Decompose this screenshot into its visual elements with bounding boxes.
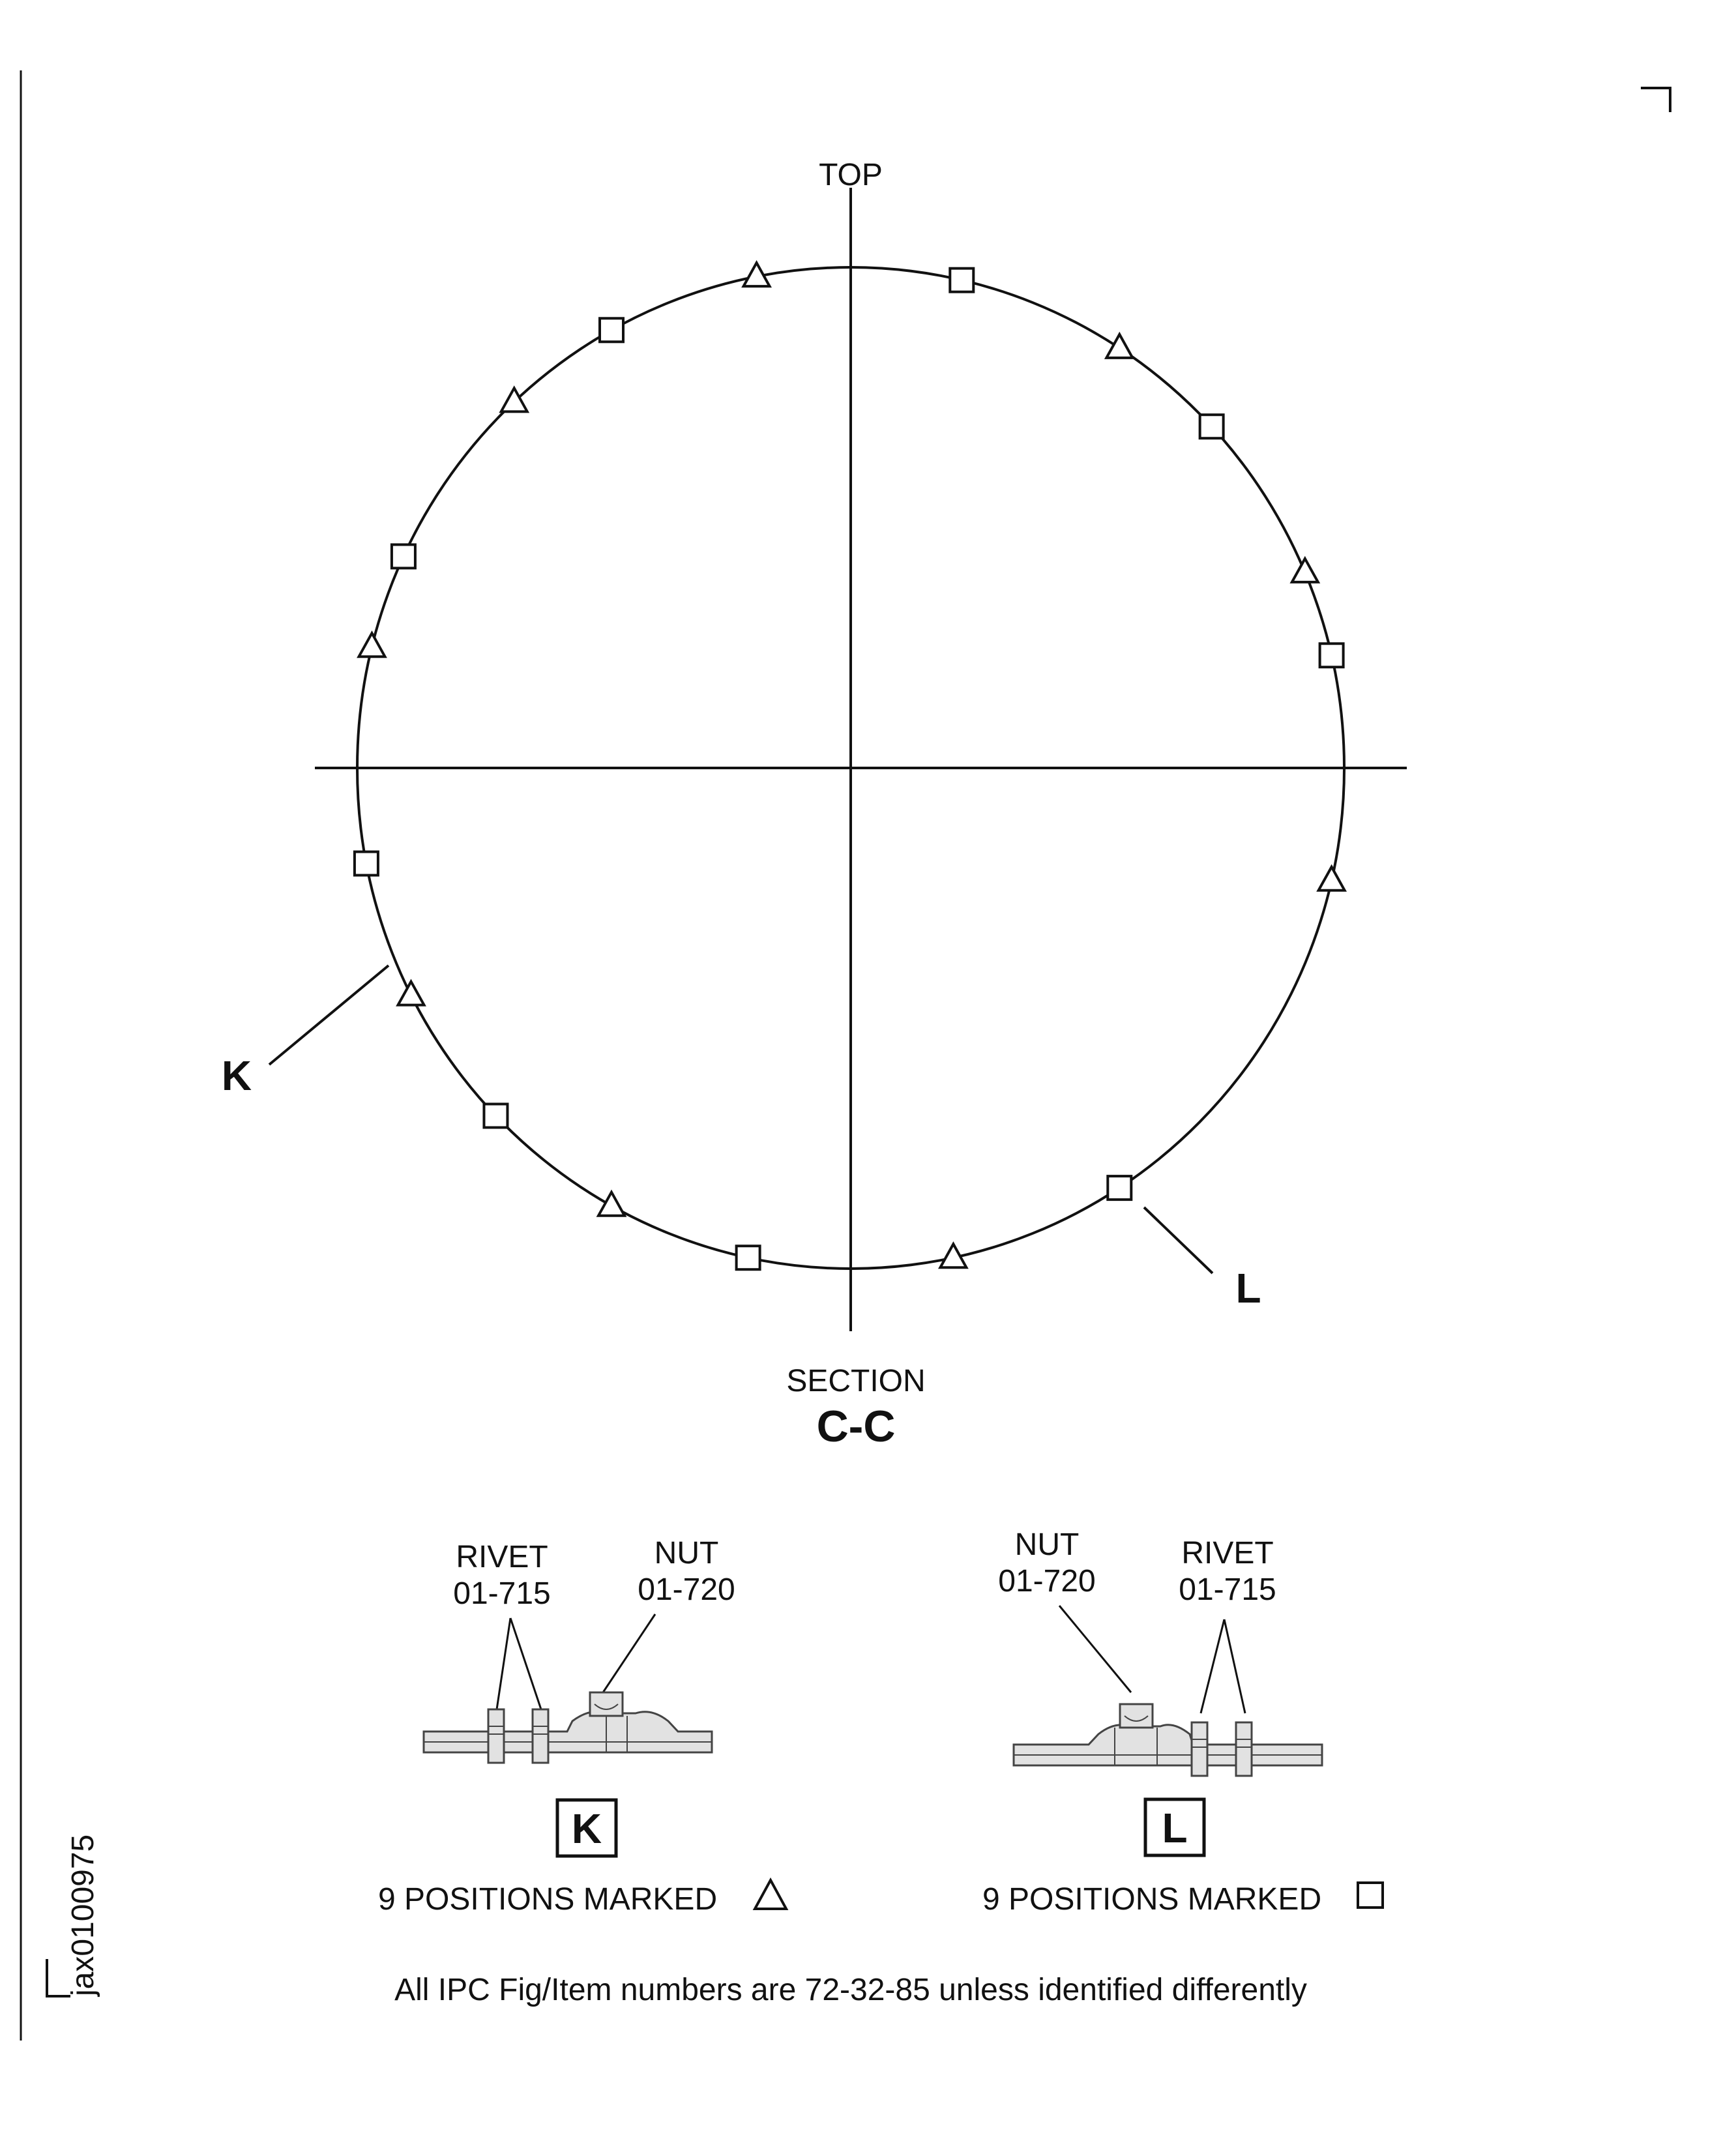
square-marker-4 [1108,1176,1131,1200]
section-word-label: SECTION [786,1364,926,1398]
square-marker-7 [355,852,378,876]
detail-k-positions-text: 9 POSITIONS MARKED [378,1882,718,1917]
triangle-marker-8 [359,633,385,656]
square-marker-9 [600,318,623,342]
detail-k-id-label: K [571,1805,602,1852]
top-label: TOP [819,158,883,192]
detail-k-rivet-leader-2 [510,1618,541,1709]
triangle-marker-6 [598,1192,625,1216]
section-view [222,158,1407,1451]
detail-l-joint-sketch [1014,1704,1322,1776]
section-id-label: C-C [816,1402,896,1451]
callout-k-label: K [221,1052,252,1099]
detail-l-rivet-leader-2 [1224,1619,1245,1713]
square-marker-8 [392,544,415,568]
square-marker-icon [1358,1883,1383,1908]
callout-l-label: L [1235,1265,1261,1312]
square-marker-6 [484,1104,507,1127]
drawing-id: jax0100975 [66,1834,100,1996]
square-marker-5 [737,1246,760,1269]
detail-k-joint-sketch [424,1692,712,1763]
detail-l-rivet-name: RIVET [1181,1536,1274,1570]
corner-mark-top-right [1641,88,1670,112]
triangle-marker-4 [1319,867,1345,891]
callout-k-leader [269,965,389,1065]
detail-l-rivet-leader-1 [1201,1619,1224,1713]
detail-k-nut-name: NUT [654,1536,719,1570]
detail-l-id-label: L [1162,1805,1188,1851]
detail-l-positions-text: 9 POSITIONS MARKED [982,1882,1322,1917]
triangle-marker-2 [1106,334,1132,358]
detail-k-rivet-leader-1 [497,1618,510,1709]
detail-k-nut-part: 01-720 [638,1572,735,1607]
triangle-marker-7 [398,982,424,1005]
detail-l-nut-name: NUT [1014,1527,1080,1562]
square-marker-1 [950,269,973,292]
detail-k-nut-leader [603,1614,655,1692]
detail-l-rivet-part: 01-715 [1179,1572,1276,1607]
detail-l-nut-part: 01-720 [998,1564,1096,1599]
triangle-marker-3 [1292,559,1318,582]
detail-k [378,1536,786,1917]
square-marker-2 [1200,415,1224,438]
square-marker-3 [1320,643,1344,667]
footer-note: All IPC Fig/Item numbers are 72-32-85 unless identified differently [394,1973,1307,2007]
detail-l [982,1527,1383,1917]
triangle-marker-icon [755,1880,786,1909]
detail-k-rivet-part: 01-715 [453,1576,551,1611]
detail-k-rivet-name: RIVET [456,1540,548,1574]
detail-l-nut-leader [1059,1606,1131,1692]
callout-l-leader [1144,1207,1213,1273]
